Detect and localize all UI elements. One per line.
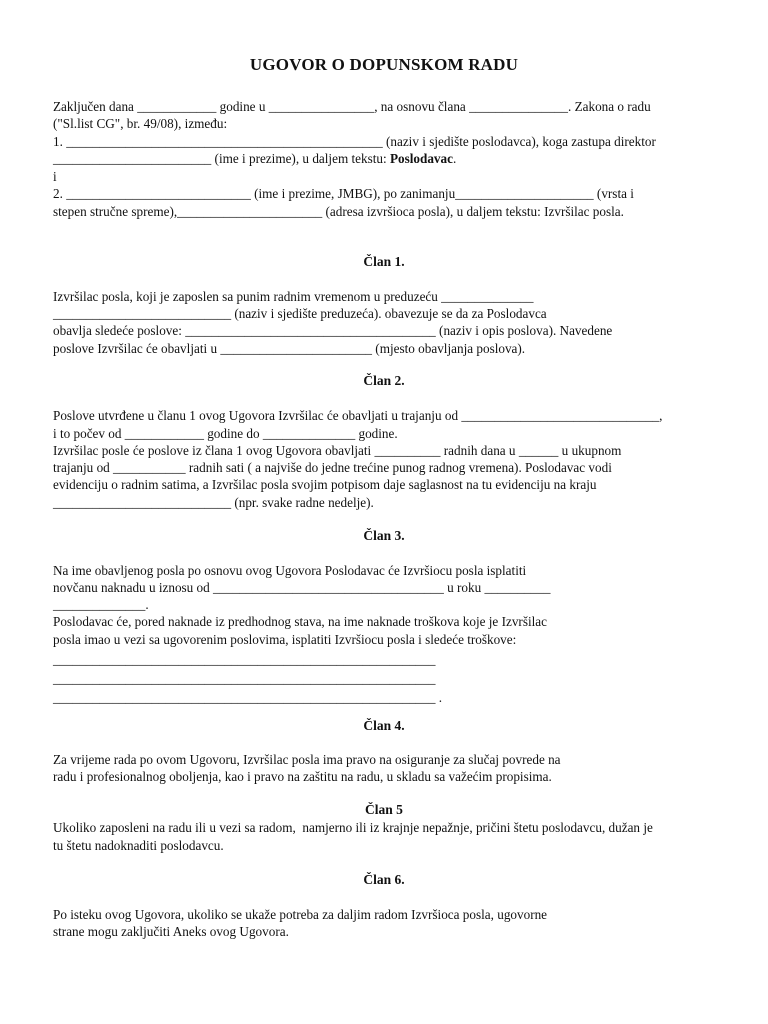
clan-3-line-8: __________________________________________________________ . xyxy=(53,690,443,705)
clan-2-heading: Član 2. xyxy=(363,373,405,388)
clan-6-line-2: strane mogu zaključiti Aneks ovog Ugovora. xyxy=(53,924,289,939)
intro-line-4-text: ________________________ (ime i prezime), u daljem tekstu: xyxy=(53,151,390,166)
clan-2-line-6: ___________________________ (npr. svake radne nedelje). xyxy=(53,495,374,510)
clan-2-line-1: Poslove utvrđene u članu 1 ovog Ugovora Izvršilac će obavljati u trajanju od ______________________________, xyxy=(53,408,663,423)
clan-4-line-1: Za vrijeme rada po ovom Ugovoru, Izvršilac posla ima pravo na osiguranje za slučaj povrede na xyxy=(53,752,561,767)
clan-1-line-3: obavlja sledeće poslove: ______________________________________ (naziv i opis poslova). Navedene xyxy=(53,323,613,338)
clan-3-line-1: Na ime obavljenog posla po osnovu ovog Ugovora Poslodavac će Izvršiocu posla isplatiti xyxy=(53,563,527,578)
clan-1-heading: Član 1. xyxy=(363,254,405,269)
clan-5-line-1: Ukoliko zaposleni na radu ili u vezi sa radom, namjerno ili iz krajnje nepažnje, pričini štetu poslodavcu, dužan je xyxy=(53,820,653,835)
intro-line-6: 2. ____________________________ (ime i prezime, JMBG), po zanimanju_____________________ (vrsta i xyxy=(53,186,634,201)
clan-2-line-4: trajanju od ___________ radnih sati ( a najviše do jedne trećine punog radnog vremena). Poslodavac vodi xyxy=(53,460,612,475)
clan-3-line-7: __________________________________________________________ xyxy=(53,671,436,686)
clan-5-line-2: tu štetu nadoknaditi poslodavcu. xyxy=(53,838,224,853)
clan-1-line-2: ___________________________ (naziv i sjedište preduzeća). obavezuje se da za Poslodavca xyxy=(53,306,547,321)
clan-2-line-2: i to počev od ____________ godine do ______________ godine. xyxy=(53,426,398,441)
intro-line-4-end: . xyxy=(452,151,457,166)
clan-2-line-3: Izvršilac posle će poslove iz člana 1 ovog Ugovora obavljati __________ radnih dana u ______ u ukupnom xyxy=(53,443,622,458)
clan-3-line-5: posla imao u vezi sa ugovorenim poslovima, isplatiti Izvršiocu posla i sledeće troškove: xyxy=(53,632,517,647)
clan-6-line-1: Po isteku ovog Ugovora, ukoliko se ukaže potreba za daljim radom Izvršioca posla, ugovorne xyxy=(53,907,548,922)
clan-1-line-1: Izvršilac posla, koji je zaposlen sa punim radnim vremenom u preduzeću ______________ xyxy=(53,289,534,304)
intro-line-5: i xyxy=(53,169,57,184)
intro-line-4 xyxy=(53,151,456,167)
intro-line-3: 1. ________________________________________________ (naziv i sjedište poslodavca), koga zastupa direktor xyxy=(53,134,656,149)
clan-3-line-6: __________________________________________________________ xyxy=(53,652,436,667)
clan-4-line-2: radu i profesionalnog oboljenja, kao i pravo na zaštitu na radu, u skladu sa važećim propisima. xyxy=(53,769,552,784)
poslodavac-label: Poslodavac xyxy=(389,151,453,166)
intro-line-7: stepen stručne spreme),______________________ (adresa izvršioca posla), u daljem tekstu: Izvršilac posla. xyxy=(53,204,624,219)
intro-line-2: ("Sl.list CG", br. 49/08), između: xyxy=(53,116,228,131)
clan-3-line-3: ______________. xyxy=(53,597,149,612)
clan-5-heading: Član 5 xyxy=(365,802,403,817)
clan-3-heading: Član 3. xyxy=(363,528,405,543)
clan-1-line-4: poslove Izvršilac će obavljati u _______________________ (mjesto obavljanja poslova). xyxy=(53,341,526,356)
clan-3-line-4: Poslodavac će, pored naknade iz predhodnog stava, na ime naknade troškova koje je Izvršilac xyxy=(53,614,547,629)
intro-line-1: Zaključen dana ____________ godine u ________________, na osnovu člana _______________. Zakona o radu xyxy=(53,99,651,114)
clan-6-heading: Član 6. xyxy=(363,872,405,887)
clan-3-line-2: novčanu naknadu u iznosu od ___________________________________ u roku __________ xyxy=(53,580,551,595)
clan-4-heading: Član 4. xyxy=(363,718,405,733)
document-title: UGOVOR O DOPUNSKOM RADU xyxy=(249,55,519,74)
clan-2-line-5: evidenciju o radnim satima, a Izvršilac posla svojim potpisom daje saglasnost na tu evidenciju na kraju xyxy=(53,477,597,492)
